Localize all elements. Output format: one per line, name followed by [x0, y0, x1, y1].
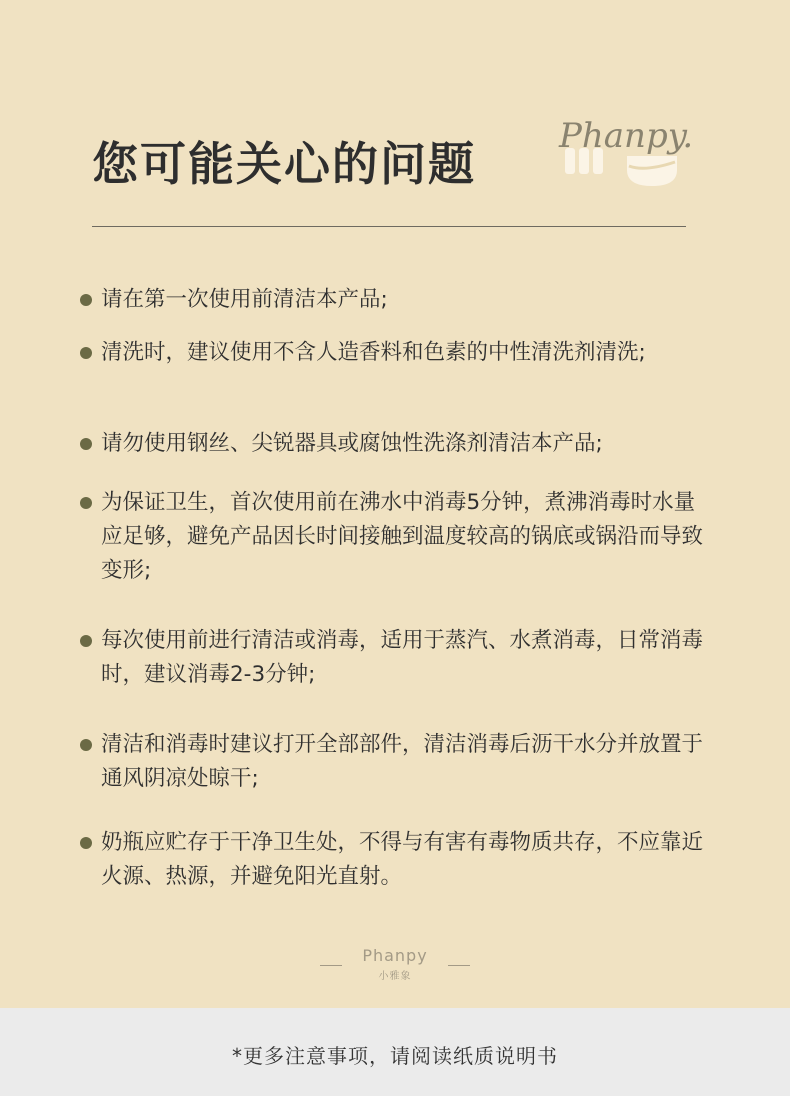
- bullet-icon: [80, 739, 92, 751]
- list-item: [80, 624, 710, 692]
- list-item: [80, 826, 710, 894]
- list-item: [80, 427, 710, 461]
- page-title: 您可能关心的问题: [92, 137, 476, 191]
- bullet-icon: [80, 497, 92, 509]
- list-item-text: 为保证卫生，首次使用前在沸水中消毒5分钟，煮沸消毒时水量应足够，避免产品因长时间接触到温度较高的锅底或锅沿而导致变形;: [101, 490, 704, 583]
- bullet-icon: [80, 438, 92, 450]
- logo-script-text: Phanpy.: [559, 116, 694, 156]
- bullet-icon: [80, 635, 92, 647]
- list-item: [80, 283, 710, 317]
- list-item: [80, 728, 710, 796]
- list-item-text: 奶瓶应贮存于干净卫生处，不得与有害有毒物质共存，不应靠近火源、热源，并避免阳光直射。: [101, 830, 704, 889]
- list-item: [80, 486, 710, 588]
- list-item-text: 每次使用前进行清洁或消毒，适用于蒸汽、水煮消毒，日常消毒时，建议消毒2-3分钟;: [101, 628, 704, 687]
- list-item-text: 请勿使用钢丝、尖锐器具或腐蚀性洗涤剂清洁本产品;: [101, 431, 603, 456]
- list-item-text: 请在第一次使用前清洁本产品;: [101, 287, 388, 312]
- footer-logo: [320, 946, 470, 986]
- bullet-icon: [80, 837, 92, 849]
- list-item-text: 清洗时，建议使用不含人造香料和色素的中性清洗剂清洗;: [101, 340, 646, 365]
- footer-brand: Phanpy: [362, 946, 428, 965]
- bullet-icon: [80, 294, 92, 306]
- bottom-note-bar: [0, 1008, 790, 1096]
- bottom-note: *更多注意事项，请阅读纸质说明书: [232, 1044, 558, 1068]
- footer-subbrand: 小雅象: [378, 971, 412, 982]
- title-divider: [92, 226, 686, 227]
- list-item: [80, 336, 710, 370]
- phanpy-logo: [555, 112, 694, 192]
- list-item-text: 清洁和消毒时建议打开全部部件，清洁消毒后沥干水分并放置于通风阴凉处晾干;: [101, 732, 704, 791]
- bullet-icon: [80, 347, 92, 359]
